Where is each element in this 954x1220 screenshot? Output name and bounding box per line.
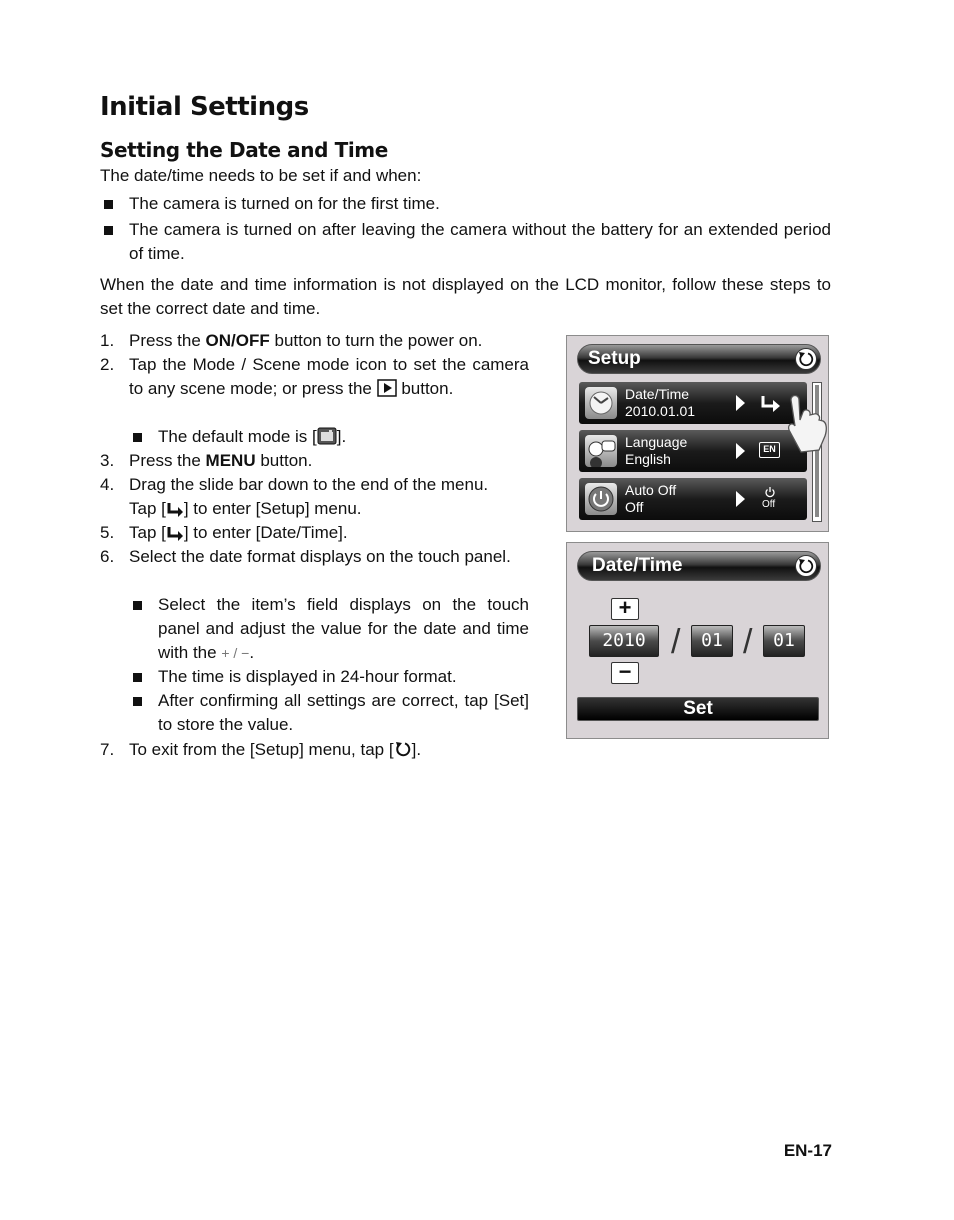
row-label: Language [625,434,688,450]
playback-button-icon [377,379,397,397]
step-4: Drag the slide bar down to the end of the menu. [129,475,489,494]
clock-icon [585,387,617,419]
row-value: 2010.01.01 [625,403,696,419]
return-icon [796,556,816,576]
enter-arrow-icon[interactable] [759,394,781,412]
step-number: 3. [100,451,115,470]
auto-off-badge: Off [762,499,776,510]
back-button[interactable] [795,555,817,577]
minus-button[interactable]: − [611,662,639,684]
row-label: Date/Time [625,386,690,402]
setup-title: Setup [588,348,641,369]
date-separator: / [743,623,753,661]
menu-row-auto-off[interactable] [579,478,807,520]
hand-pointer-icon [781,390,829,456]
setup-header [577,344,821,374]
bullet-item: The camera is turned on after leaving the camera without the battery for an extended period of time. [129,220,831,263]
return-icon [796,349,816,369]
set-button[interactable]: Set [577,697,819,721]
step-3: Press the MENU button. [129,451,313,470]
back-button[interactable] [795,348,817,370]
step-2: Tap the Mode / Scene mode icon to set the camera to any scene mode; or press the button. [129,355,529,398]
date-time-title: Date/Time [592,555,683,576]
step-number: 4. [100,475,115,494]
enter-arrow-icon [166,525,184,541]
month-field[interactable]: 01 [691,625,733,657]
step-5: Tap [ ] to enter [Date/Time]. [129,523,348,542]
row-label: Auto Off [625,482,677,498]
auto-mode-icon [317,427,337,445]
setup-screen [566,335,829,532]
step-number: 1. [100,331,115,350]
step-7: To exit from the [Setup] menu, tap [ ]. [129,740,422,759]
chevron-right-icon [736,491,745,507]
menu-row-date-time[interactable] [579,382,807,424]
step-6-sub: After confirming all settings are correct, tap [Set] to store the value. [158,691,529,734]
date-time-screen [566,542,829,739]
language-badge: EN [759,442,780,458]
intro-text: The date/time needs to be set if and when: [100,166,422,185]
power-small-icon [764,486,776,498]
return-icon [394,740,412,758]
date-separator: / [671,623,681,661]
instruction-paragraph: When the date and time information is not displayed on the LCD monitor, follow these steps to set the correct date and time. [100,275,831,318]
step-number: 7. [100,740,115,759]
date-time-header [577,551,821,581]
step-2-sub: The default mode is [ ]. [158,427,347,446]
menu-row-language[interactable] [579,430,807,472]
step-6: Select the date format displays on the touch panel. [129,547,511,566]
step-4b: Tap [ ] to enter [Setup] menu. [129,499,362,518]
bullet-item: The camera is turned on for the first time. [129,194,440,213]
enter-arrow-icon [166,501,184,517]
year-field[interactable]: 2010 [589,625,659,657]
bullet-marker [104,200,113,209]
bullet-marker [104,226,113,235]
language-icon [585,435,617,467]
power-icon [585,483,617,515]
section-title: Setting the Date and Time [100,138,388,162]
page-number: EN-17 [783,1141,832,1160]
day-field[interactable]: 01 [763,625,805,657]
chevron-right-icon [736,395,745,411]
page-title: Initial Settings [100,92,309,122]
step-number: 2. [100,355,115,374]
bullet-marker [133,601,142,610]
chevron-right-icon [736,443,745,459]
bullet-marker [133,673,142,682]
bullet-marker [133,697,142,706]
step-number: 6. [100,547,115,566]
row-value: Off [625,499,644,515]
plus-button[interactable]: + [611,598,639,620]
step-6-sub: The time is displayed in 24-hour format. [158,667,457,686]
row-value: English [625,451,671,467]
step-1: Press the ON/OFF button to turn the power on. [129,331,483,350]
bullet-marker [133,433,142,442]
step-number: 5. [100,523,115,542]
step-6-sub: Select the item’s field displays on the touch panel and adjust the value for the date and time with the + / −. [158,595,529,662]
